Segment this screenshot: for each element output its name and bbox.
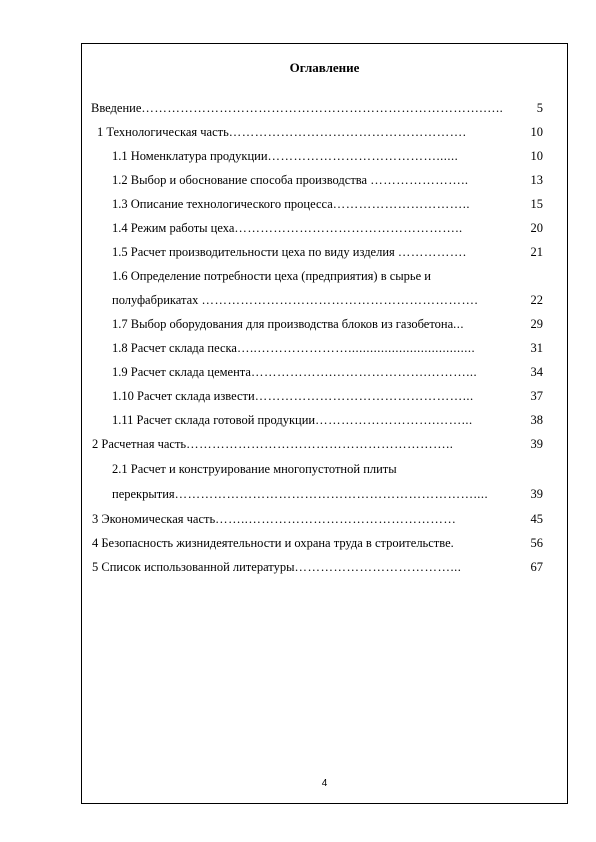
toc-entry-leader: …..…………………................................... <box>236 341 476 355</box>
toc-entry-leader: …………………………………………….. <box>234 221 463 235</box>
toc-entry-1-6-cont <box>112 293 510 308</box>
toc-entry-section-2 <box>92 437 510 452</box>
toc-entry-leader: ………………….. <box>370 173 469 187</box>
toc-entry-page: 31 <box>530 341 543 355</box>
toc-entry-leader: ………………………….. <box>332 197 470 211</box>
toc-entry-label: 1.10 Расчет склада извести <box>112 389 255 403</box>
toc-entry-section-3 <box>92 512 510 527</box>
toc-entry-page: 67 <box>530 560 543 574</box>
toc-entry-label: 1.3 Описание технологического процесса <box>112 197 333 211</box>
toc-entry-1-7 <box>112 317 510 332</box>
toc-entry-label: 1 Технологическая часть <box>97 125 229 139</box>
toc-entry-label: 1.1 Номенклатура продукции <box>112 149 268 163</box>
toc-entry-2-1 <box>112 462 510 477</box>
toc-entry-leader: ………………………………... <box>294 560 462 574</box>
toc-entry-section-5 <box>92 560 510 575</box>
toc-entry-section-4 <box>92 536 510 551</box>
toc-entry-leader: …………………………………...... <box>267 149 459 163</box>
toc-entry-label: 1.5 Расчет производительности цеха по виду изделия <box>112 245 398 259</box>
toc-entry-leader: ……………………….……... <box>315 413 473 427</box>
toc-entry-1-2 <box>112 173 510 188</box>
toc-entry-page: 10 <box>530 149 543 163</box>
toc-entry-page: 29 <box>530 317 543 331</box>
page-title: Оглавление <box>289 60 360 75</box>
page-frame <box>81 43 568 804</box>
toc-entry-leader: ……………. <box>397 245 467 259</box>
toc-entry-1-8 <box>112 341 510 356</box>
toc-entry-leader: …………………………………………………………………….….. <box>141 101 504 115</box>
toc-entry-label: полуфабрикатах <box>112 293 202 307</box>
toc-entry-page: 38 <box>530 413 543 427</box>
toc-entry-page: 21 <box>530 245 543 259</box>
toc-entry-leader: ……..………………………………………… <box>215 512 457 526</box>
toc-entry-1-1 <box>112 149 510 164</box>
toc-entry-leader: …………………………………………... <box>254 389 474 403</box>
toc-entry-page: 13 <box>530 173 543 187</box>
toc-entry-page: 20 <box>530 221 543 235</box>
toc-entry-1-5 <box>112 245 510 260</box>
toc-entry-label: перекрытия <box>112 487 175 501</box>
toc-entry-label: 1.8 Расчет склада песка <box>112 341 237 355</box>
toc-entry-leader: ... <box>453 317 465 331</box>
toc-entry-label: 5 Список использованной литературы <box>92 560 295 574</box>
toc-entry-leader: ………………………………………………. <box>228 125 467 139</box>
toc-entry-label: 4 Безопасность жизнидеятельности и охрана труда в строительстве <box>92 536 451 550</box>
toc-entry-label: 1.4 Режим работы цеха <box>112 221 235 235</box>
toc-entry-1-4 <box>112 221 510 236</box>
toc-entry-1-9 <box>112 365 510 380</box>
toc-entry-page: 37 <box>530 389 543 403</box>
toc-entry-leader: …………………………………………………………….... <box>174 487 489 501</box>
toc-entry-section-1 <box>97 125 512 140</box>
toc-entry-page: 39 <box>530 487 543 501</box>
toc-entry-label: 3 Экономическая часть <box>92 512 216 526</box>
toc-entry-page: 22 <box>530 293 543 307</box>
toc-entry-page: 56 <box>530 536 543 550</box>
toc-entry-1-10 <box>112 389 510 404</box>
toc-entry-label: 1.2 Выбор и обоснование способа производства <box>112 173 371 187</box>
toc-entry-1-6 <box>112 269 510 284</box>
toc-entry-label: 1.6 Определение потребности цеха (предприятия) в сырье и <box>112 269 432 283</box>
toc-entry-leader: ………………………………………………………. <box>201 293 479 307</box>
toc-entry-page: 39 <box>530 437 543 451</box>
toc-entry-page: 15 <box>530 197 543 211</box>
toc-entry-2-1-cont <box>112 487 510 502</box>
toc-entry-label: 1.11 Расчет склада готовой продукции <box>112 413 316 427</box>
toc-entry-label: 1.9 Расчет склада цемента <box>112 365 251 379</box>
page-number: 4 <box>321 778 328 789</box>
toc-entry-leader: …………………………………………………….. <box>186 437 454 451</box>
toc-entry-label: 2 Расчетная часть <box>92 437 187 451</box>
toc-entry-label: Введение <box>91 101 142 115</box>
toc-entry-leader: . <box>450 536 455 550</box>
toc-entry-1-11 <box>112 413 510 428</box>
toc-entry-label: 2.1 Расчет и конструирование многопустотной плиты <box>112 462 397 476</box>
toc-entry-label: 1.7 Выбор оборудования для производства блоков из газобетона <box>112 317 454 331</box>
toc-entry-page: 10 <box>530 125 543 139</box>
toc-entry-intro <box>91 101 511 116</box>
toc-entry-leader: ……………….………………….………... <box>250 365 478 379</box>
toc-entry-1-3 <box>112 197 510 212</box>
toc-entry-page: 45 <box>530 512 543 526</box>
toc-entry-page: 5 <box>536 101 543 115</box>
toc-entry-page: 34 <box>530 365 543 379</box>
